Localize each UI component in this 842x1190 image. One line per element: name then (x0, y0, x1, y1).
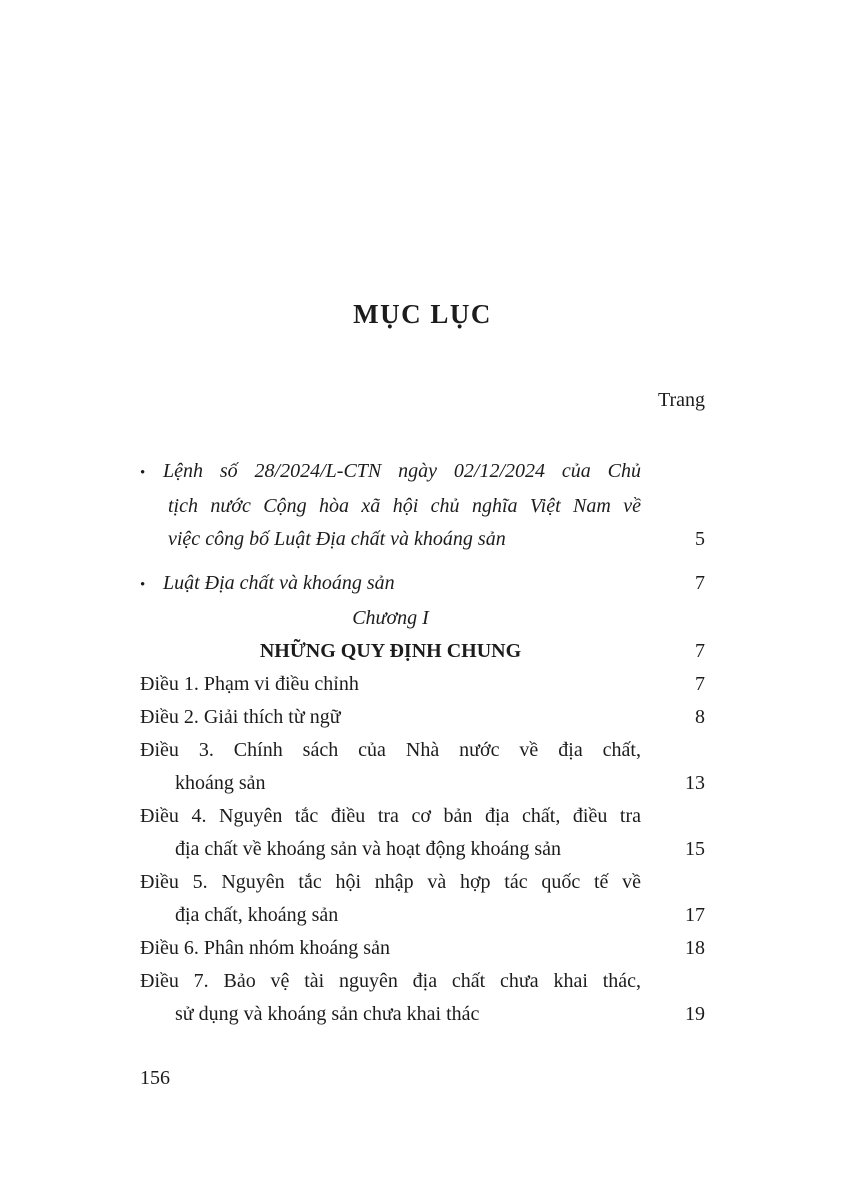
toc-entry-dieu-2 (140, 701, 705, 734)
toc-page-number: 7 (695, 640, 705, 662)
toc-entry-text: địa chất, khoáng sản (175, 904, 339, 926)
toc-line (140, 602, 705, 635)
toc-entry-dieu-5 (140, 866, 705, 932)
toc-entry-text: Điều 1. Phạm vi điều chỉnh (140, 673, 359, 695)
toc-page-number: 19 (685, 1003, 705, 1025)
toc-entry-text: Luật Địa chất và khoáng sản (163, 572, 395, 594)
column-header-row (140, 384, 705, 417)
toc-line (140, 965, 705, 998)
footer-page-number: 156 (140, 1067, 170, 1089)
toc-line (140, 567, 705, 602)
toc-entry-dieu-3 (140, 734, 705, 800)
toc-line (140, 455, 705, 490)
toc-entry-dieu-6 (140, 932, 705, 965)
table-of-contents (140, 455, 705, 1031)
toc-line (140, 635, 705, 668)
toc-line (140, 899, 705, 932)
toc-line (140, 866, 705, 899)
toc-entry-text: sử dụng và khoáng sản chưa khai thác (175, 1003, 480, 1025)
column-header-trang: Trang (657, 389, 705, 411)
toc-entry-text: Lệnh số 28/2024/L-CTN ngày 02/12/2024 của Chủ (163, 460, 641, 482)
page-title: MỤC LỤC (353, 299, 492, 329)
toc-line (140, 701, 705, 734)
toc-line (140, 490, 705, 523)
toc-entry-text: Điều 5. Nguyên tắc hội nhập và hợp tác quốc tế về (140, 871, 641, 893)
toc-chapter-label (140, 602, 705, 635)
toc-page-number: 8 (695, 706, 705, 728)
toc-entry-text: Điều 2. Giải thích từ ngữ (140, 706, 341, 728)
toc-entry-dieu-4 (140, 800, 705, 866)
toc-entry-text: địa chất về khoáng sản và hoạt động khoáng sản (175, 838, 562, 860)
toc-entry-text: Điều 3. Chính sách của Nhà nước về địa chất, (140, 739, 641, 761)
toc-entry-luat (140, 567, 705, 602)
toc-entry-text: Điều 4. Nguyên tắc điều tra cơ bản địa chất, điều tra (140, 805, 641, 827)
chapter-label-text: Chương I (352, 607, 429, 629)
bullet-icon: • (140, 465, 146, 481)
toc-line (140, 734, 705, 767)
toc-entry-text: tịch nước Cộng hòa xã hội chủ nghĩa Việt Nam về (168, 495, 641, 517)
toc-line (140, 800, 705, 833)
toc-entry-dieu-1 (140, 668, 705, 701)
toc-page-number: 18 (685, 937, 705, 959)
toc-line (140, 932, 705, 965)
toc-page-number: 5 (695, 528, 705, 550)
toc-entry-lenh (140, 455, 705, 556)
toc-line (140, 833, 705, 866)
toc-line (140, 998, 705, 1031)
toc-line (140, 767, 705, 800)
toc-line (140, 523, 705, 556)
bullet-icon: • (140, 577, 146, 593)
chapter-title-text: NHỮNG QUY ĐỊNH CHUNG (259, 640, 522, 662)
toc-entry-text: Điều 7. Bảo vệ tài nguyên địa chất chưa khai thác, (140, 970, 641, 992)
toc-page-number: 17 (685, 904, 705, 926)
toc-entry-dieu-7 (140, 965, 705, 1031)
toc-page-number: 15 (685, 838, 705, 860)
toc-line (140, 668, 705, 701)
toc-page-number: 7 (695, 572, 705, 594)
toc-entry-text: Điều 6. Phân nhóm khoáng sản (140, 937, 390, 959)
toc-entry-text: khoáng sản (175, 772, 266, 794)
toc-chapter-title (140, 635, 705, 668)
toc-page-number: 7 (695, 673, 705, 695)
toc-page-number: 13 (685, 772, 705, 794)
toc-entry-text: việc công bố Luật Địa chất và khoáng sản (168, 528, 506, 550)
